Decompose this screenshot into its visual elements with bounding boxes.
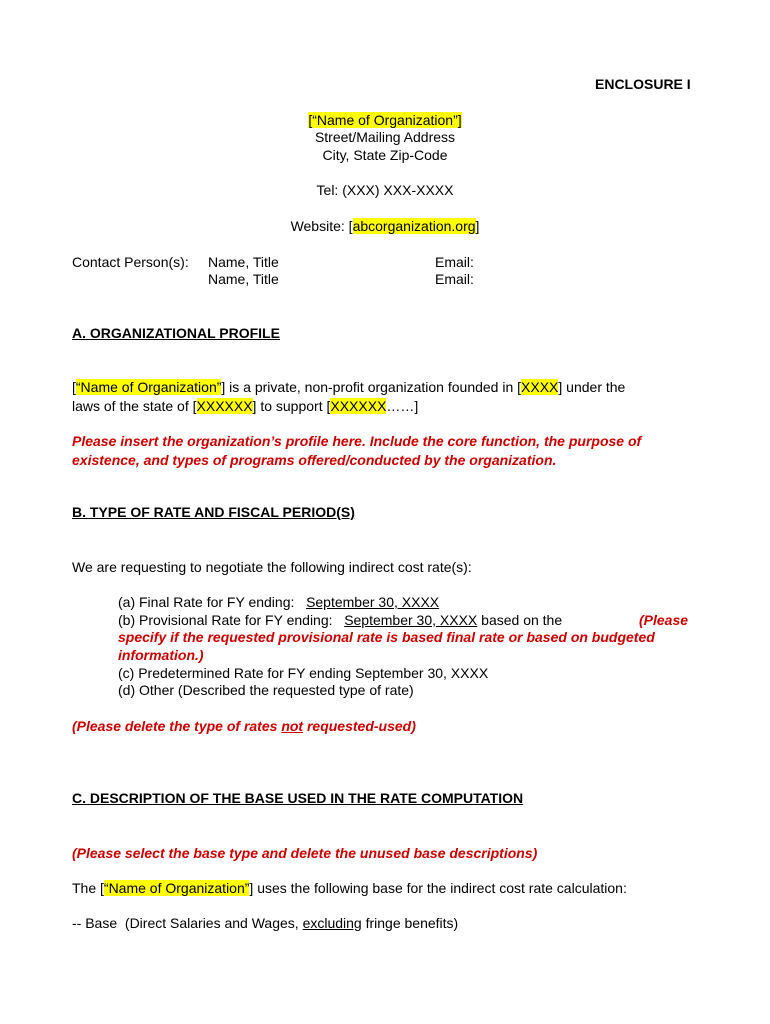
text-span: based on the [477, 612, 563, 628]
org-name-placeholder: [“Name of Organization”] [308, 112, 462, 128]
option-label: (b) Provisional Rate for FY ending: [118, 612, 345, 628]
tel-line: Tel: (XXX) XXX-XXXX [316, 182, 454, 198]
text-span: ……] [386, 398, 419, 414]
contact-label: Contact Person(s): [72, 254, 189, 270]
section-a-heading: A. ORGANIZATIONAL PROFILE [72, 325, 280, 341]
section-a-paragraph-line-2 [72, 397, 418, 415]
text-span: laws of the state of [ [72, 398, 197, 414]
website-line [0, 218, 770, 235]
org-name-placeholder: “Name of Organization” [103, 880, 250, 896]
not-emphasis: not [281, 718, 304, 734]
profile-instruction-line-2: existence, and types of programs offered/conducted by the organization. [72, 452, 557, 468]
org-name-placeholder: “Name of Organization” [75, 379, 222, 395]
contact-email-2: Email: [435, 271, 474, 287]
rate-option-d: (d) Other (Described the requested type of rate) [118, 682, 414, 698]
final-rate-date: September 30, XXXX [306, 594, 440, 610]
text-span: ] to support [ [252, 398, 331, 414]
support-placeholder: XXXXXX [330, 398, 387, 414]
website-value: abcorganization.org [352, 218, 476, 234]
base-type-instruction: (Please select the base type and delete the unused base descriptions) [72, 845, 538, 861]
text-span: (Please delete the type of rates [72, 718, 282, 734]
website-label: Website: [ [290, 218, 353, 234]
contact-email-1: Email: [435, 254, 474, 270]
org-name-line [0, 112, 770, 129]
address-line: Street/Mailing Address [314, 129, 456, 145]
base-usage-text [72, 880, 627, 897]
profile-instruction-line-1: Please insert the organization’s profile here. Include the core function, the purpose of [72, 433, 642, 449]
text-span: ] uses the following base for the indirect cost rate calculation: [249, 880, 627, 896]
rate-option-b [118, 612, 562, 629]
text-span: -- Base (Direct Salaries and Wages, [72, 915, 303, 931]
section-b-heading: B. TYPE OF RATE AND FISCAL PERIOD(S) [72, 504, 355, 520]
text-span: ] under the [558, 379, 626, 395]
option-label: (a) Final Rate for FY ending: [118, 594, 307, 610]
delete-rates-note [72, 718, 416, 735]
rate-option-a [118, 594, 439, 611]
bracket-open: [ [72, 379, 76, 395]
website-close: ] [475, 218, 480, 234]
excluding-emphasis: excluding [302, 915, 362, 931]
city-line: City, State Zip-Code [322, 147, 448, 163]
provisional-note-start: (Please [639, 612, 689, 628]
provisional-note-line-2: specify if the requested provisional rate is based final rate or based on budgeted [118, 629, 655, 645]
text-span: requested-used) [303, 718, 416, 734]
state-placeholder: XXXXXX [196, 398, 253, 414]
founded-year-placeholder: XXXX [521, 379, 559, 395]
provisional-rate-date: September 30, XXXX [344, 612, 478, 628]
text-span: ] is a private, non-profit organization founded in [ [221, 379, 522, 395]
base-description [72, 915, 458, 932]
rate-option-c: (c) Predetermined Rate for FY ending September 30, XXXX [118, 665, 489, 681]
rate-request-intro: We are requesting to negotiate the following indirect cost rate(s): [72, 559, 472, 575]
enclosure-label: ENCLOSURE I [595, 76, 691, 92]
contact-name-2: Name, Title [208, 271, 279, 287]
section-a-paragraph-line-1 [72, 378, 625, 396]
provisional-note-line-3: information.) [118, 647, 204, 663]
section-c-heading: C. DESCRIPTION OF THE BASE USED IN THE RATE COMPUTATION [72, 790, 524, 806]
contact-name-1: Name, Title [208, 254, 279, 270]
text-span: The [ [72, 880, 104, 896]
text-span: fringe benefits) [361, 915, 459, 931]
